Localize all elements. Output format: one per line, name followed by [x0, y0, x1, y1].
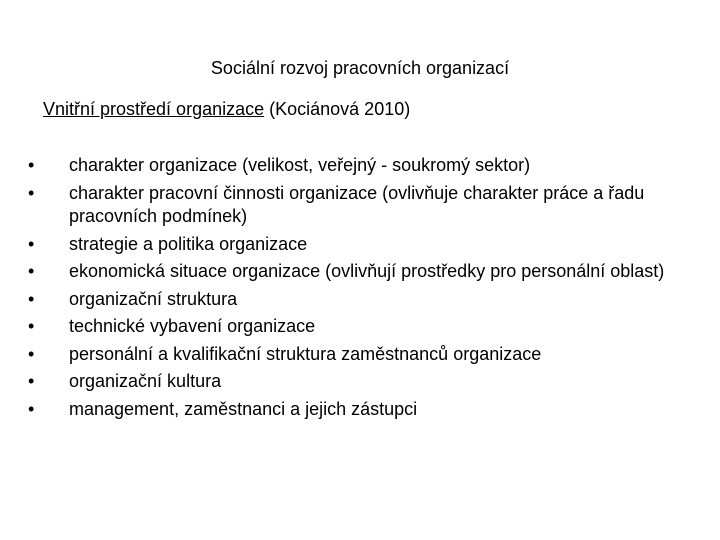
bullet-item [28, 260, 688, 284]
bullet-text: charakter pracovní činnosti organizace (ovlivňuje charakter práce a řadu pracovních podmínek) [69, 182, 645, 226]
bullet-item [28, 154, 688, 178]
bullet-text: organizační struktura [69, 288, 238, 309]
bullet-glyph: • [28, 398, 35, 419]
bullet-list [28, 154, 688, 425]
bullet-glyph: • [28, 155, 35, 175]
bullet-text: organizační kultura [69, 371, 222, 391]
bullet-text: charakter organizace (velikost, veřejný - soukromý sektor) [69, 155, 531, 175]
subtitle-citation: (Kociánová 2010) [264, 99, 411, 119]
bullet-item [28, 233, 688, 257]
slide-subtitle [43, 98, 410, 120]
bullet-glyph: • [28, 343, 35, 364]
bullet-item [28, 288, 688, 312]
bullet-text: technické vybavení organizace [69, 316, 316, 336]
bullet-glyph: • [28, 316, 35, 336]
bullet-item [28, 182, 688, 229]
bullet-text: personální a kvalifikační struktura zaměstnanců organizace [69, 343, 542, 364]
bullet-item [28, 315, 688, 339]
bullet-glyph: • [28, 233, 35, 254]
bullet-text: ekonomická situace organizace (ovlivňují prostředky pro personální oblast) [69, 261, 665, 281]
subtitle-underlined-text: Vnitřní prostředí organizace [43, 99, 265, 119]
bullet-glyph: • [28, 261, 35, 281]
bullet-glyph: • [28, 182, 35, 203]
bullet-item [28, 398, 688, 422]
bullet-glyph: • [28, 288, 35, 309]
bullet-text: management, zaměstnanci a jejich zástupci [69, 398, 418, 419]
bullet-glyph: • [28, 371, 35, 391]
bullet-item [28, 370, 688, 394]
slide-title: Sociální rozvoj pracovních organizací [210, 58, 510, 78]
bullet-text: strategie a politika organizace [69, 233, 308, 254]
bullet-item [28, 343, 688, 367]
